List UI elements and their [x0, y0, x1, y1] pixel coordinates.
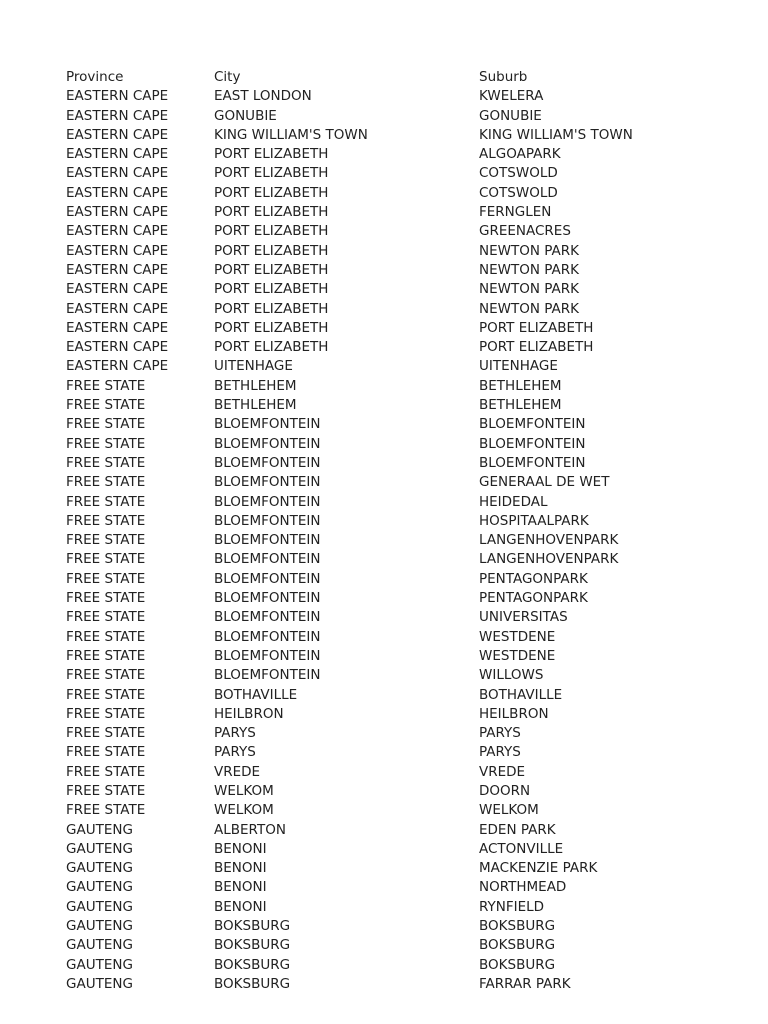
table-row — [66, 936, 756, 955]
cell-city: PORT ELIZABETH — [214, 204, 329, 221]
cell-province: FREE STATE — [66, 512, 146, 529]
cell-suburb: ALGOAPARK — [479, 146, 561, 163]
cell-province: EASTERN CAPE — [66, 358, 169, 375]
table-row — [66, 338, 756, 357]
cell-suburb: LANGENHOVENPARK — [479, 551, 619, 568]
cell-city: BETHLEHEM — [214, 377, 297, 394]
cell-suburb: RYNFIELD — [479, 898, 545, 915]
cell-suburb: VREDE — [479, 763, 526, 780]
cell-province: FREE STATE — [66, 397, 146, 414]
cell-province: EASTERN CAPE — [66, 242, 169, 259]
cell-city: PARYS — [214, 725, 256, 742]
cell-province: GAUTENG — [66, 879, 133, 896]
cell-suburb: PARYS — [479, 725, 521, 742]
cell-province: GAUTENG — [66, 821, 133, 838]
cell-province: EASTERN CAPE — [66, 107, 169, 124]
cell-city: PORT ELIZABETH — [214, 223, 329, 240]
cell-suburb: WILLOWS — [479, 667, 544, 684]
cell-province: FREE STATE — [66, 570, 146, 587]
cell-city: BOKSBURG — [214, 975, 291, 992]
table-row — [66, 126, 756, 145]
cell-province: EASTERN CAPE — [66, 88, 169, 105]
cell-province: FREE STATE — [66, 474, 146, 491]
cell-province: FREE STATE — [66, 590, 146, 607]
cell-suburb: BOTHAVILLE — [479, 686, 563, 703]
cell-suburb: ACTONVILLE — [479, 840, 564, 857]
cell-province: EASTERN CAPE — [66, 261, 169, 278]
cell-suburb: PORT ELIZABETH — [479, 339, 594, 356]
cell-province: FREE STATE — [66, 551, 146, 568]
cell-city: BLOEMFONTEIN — [214, 493, 321, 510]
cell-suburb: GONUBIE — [479, 107, 542, 124]
cell-province: FREE STATE — [66, 744, 146, 761]
cell-city: BOKSBURG — [214, 937, 291, 954]
table-row — [66, 898, 756, 917]
cell-city: BENONI — [214, 898, 267, 915]
table-row — [66, 589, 756, 608]
cell-suburb: FERNGLEN — [479, 204, 552, 221]
cell-city: BLOEMFONTEIN — [214, 551, 321, 568]
table-row — [66, 647, 756, 666]
cell-province: FREE STATE — [66, 532, 146, 549]
cell-province: EASTERN CAPE — [66, 300, 169, 317]
cell-city: BLOEMFONTEIN — [214, 512, 321, 529]
column-header-province: Province — [66, 69, 124, 85]
cell-city: BOKSBURG — [214, 918, 291, 935]
cell-suburb: UITENHAGE — [479, 358, 558, 375]
table-row — [66, 357, 756, 376]
cell-province: FREE STATE — [66, 609, 146, 626]
cell-province: FREE STATE — [66, 705, 146, 722]
cell-province: FREE STATE — [66, 782, 146, 799]
cell-province: GAUTENG — [66, 860, 133, 877]
table-row — [66, 319, 756, 338]
cell-city: BETHLEHEM — [214, 397, 297, 414]
table-row — [66, 300, 756, 319]
cell-city: EAST LONDON — [214, 88, 312, 105]
cell-city: BOTHAVILLE — [214, 686, 298, 703]
cell-suburb: WESTDENE — [479, 628, 556, 645]
cell-city: ALBERTON — [214, 821, 286, 838]
cell-suburb: BETHLEHEM — [479, 397, 562, 414]
cell-city: BLOEMFONTEIN — [214, 570, 321, 587]
cell-city: BLOEMFONTEIN — [214, 667, 321, 684]
table-row — [66, 87, 756, 106]
cell-suburb: BOKSBURG — [479, 956, 556, 973]
table-row — [66, 222, 756, 241]
table-row — [66, 261, 756, 280]
cell-city: PARYS — [214, 744, 256, 761]
cell-suburb: UNIVERSITAS — [479, 609, 568, 626]
table-row — [66, 917, 756, 936]
table-row — [66, 666, 756, 685]
table-row — [66, 107, 756, 126]
cell-province: GAUTENG — [66, 840, 133, 857]
cell-suburb: NEWTON PARK — [479, 300, 579, 317]
table-row — [66, 184, 756, 203]
cell-province: FREE STATE — [66, 802, 146, 819]
cell-suburb: COTSWOLD — [479, 184, 558, 201]
cell-province: EASTERN CAPE — [66, 281, 169, 298]
table-row — [66, 454, 756, 473]
column-header-suburb: Suburb — [479, 69, 528, 85]
cell-suburb: BLOEMFONTEIN — [479, 416, 586, 433]
cell-suburb: WELKOM — [479, 802, 539, 819]
cell-city: PORT ELIZABETH — [214, 319, 329, 336]
cell-city: BLOEMFONTEIN — [214, 590, 321, 607]
cell-suburb: PENTAGONPARK — [479, 570, 588, 587]
cell-city: UITENHAGE — [214, 358, 293, 375]
cell-city: BLOEMFONTEIN — [214, 532, 321, 549]
cell-province: EASTERN CAPE — [66, 339, 169, 356]
cell-suburb: PORT ELIZABETH — [479, 319, 594, 336]
cell-province: FREE STATE — [66, 647, 146, 664]
table-row — [66, 164, 756, 183]
table-row — [66, 531, 756, 550]
table-row — [66, 686, 756, 705]
table-body — [66, 87, 756, 994]
cell-suburb: NEWTON PARK — [479, 242, 579, 259]
cell-province: EASTERN CAPE — [66, 184, 169, 201]
cell-suburb: COTSWOLD — [479, 165, 558, 182]
table-row — [66, 821, 756, 840]
cell-suburb: HEIDEDAL — [479, 493, 548, 510]
cell-city: WELKOM — [214, 802, 274, 819]
location-table — [66, 68, 756, 994]
table-row — [66, 242, 756, 261]
table-row — [66, 801, 756, 820]
cell-city: PORT ELIZABETH — [214, 184, 329, 201]
table-row — [66, 840, 756, 859]
cell-suburb: DOORN — [479, 782, 531, 799]
cell-suburb: GREENACRES — [479, 223, 571, 240]
cell-province: EASTERN CAPE — [66, 319, 169, 336]
cell-suburb: BETHLEHEM — [479, 377, 562, 394]
cell-suburb: FARRAR PARK — [479, 975, 571, 992]
cell-suburb: PENTAGONPARK — [479, 590, 588, 607]
cell-city: WELKOM — [214, 782, 274, 799]
cell-city: BLOEMFONTEIN — [214, 435, 321, 452]
table-row — [66, 724, 756, 743]
cell-city: KING WILLIAM'S TOWN — [214, 126, 368, 143]
table-row — [66, 782, 756, 801]
cell-suburb: LANGENHOVENPARK — [479, 532, 619, 549]
cell-city: BLOEMFONTEIN — [214, 609, 321, 626]
table-row — [66, 203, 756, 222]
table-row — [66, 435, 756, 454]
cell-suburb: HEILBRON — [479, 705, 549, 722]
cell-province: FREE STATE — [66, 686, 146, 703]
table-row — [66, 512, 756, 531]
cell-province: EASTERN CAPE — [66, 204, 169, 221]
cell-city: VREDE — [214, 763, 261, 780]
cell-suburb: BLOEMFONTEIN — [479, 435, 586, 452]
cell-city: PORT ELIZABETH — [214, 146, 329, 163]
table-row — [66, 473, 756, 492]
cell-city: BENONI — [214, 840, 267, 857]
cell-province: FREE STATE — [66, 435, 146, 452]
cell-suburb: BOKSBURG — [479, 918, 556, 935]
cell-city: BOKSBURG — [214, 956, 291, 973]
cell-province: FREE STATE — [66, 493, 146, 510]
cell-city: PORT ELIZABETH — [214, 165, 329, 182]
cell-city: PORT ELIZABETH — [214, 339, 329, 356]
table-row — [66, 705, 756, 724]
table-row — [66, 859, 756, 878]
table-row — [66, 145, 756, 164]
cell-city: BLOEMFONTEIN — [214, 647, 321, 664]
table-row — [66, 628, 756, 647]
cell-province: EASTERN CAPE — [66, 126, 169, 143]
table-row — [66, 550, 756, 569]
cell-suburb: KING WILLIAM'S TOWN — [479, 126, 633, 143]
cell-city: PORT ELIZABETH — [214, 281, 329, 298]
table-row — [66, 743, 756, 762]
cell-suburb: BLOEMFONTEIN — [479, 454, 586, 471]
cell-province: FREE STATE — [66, 416, 146, 433]
table-row — [66, 396, 756, 415]
cell-province: GAUTENG — [66, 937, 133, 954]
cell-suburb: PARYS — [479, 744, 521, 761]
cell-suburb: GENERAAL DE WET — [479, 474, 610, 491]
cell-province: EASTERN CAPE — [66, 223, 169, 240]
table-header-row — [66, 68, 756, 87]
cell-city: PORT ELIZABETH — [214, 261, 329, 278]
cell-suburb: NORTHMEAD — [479, 879, 567, 896]
cell-suburb: KWELERA — [479, 88, 544, 105]
cell-suburb: NEWTON PARK — [479, 261, 579, 278]
cell-city: BLOEMFONTEIN — [214, 416, 321, 433]
cell-city: BLOEMFONTEIN — [214, 628, 321, 645]
cell-city: BLOEMFONTEIN — [214, 454, 321, 471]
cell-province: GAUTENG — [66, 898, 133, 915]
cell-city: BENONI — [214, 860, 267, 877]
cell-province: EASTERN CAPE — [66, 146, 169, 163]
column-header-city: City — [214, 69, 241, 85]
cell-city: BLOEMFONTEIN — [214, 474, 321, 491]
table-row — [66, 956, 756, 975]
table-row — [66, 878, 756, 897]
cell-province: EASTERN CAPE — [66, 165, 169, 182]
cell-city: PORT ELIZABETH — [214, 300, 329, 317]
cell-province: GAUTENG — [66, 918, 133, 935]
cell-province: GAUTENG — [66, 956, 133, 973]
table-row — [66, 280, 756, 299]
cell-suburb: HOSPITAALPARK — [479, 512, 589, 529]
cell-city: PORT ELIZABETH — [214, 242, 329, 259]
table-row — [66, 608, 756, 627]
table-row — [66, 415, 756, 434]
cell-city: BENONI — [214, 879, 267, 896]
table-row — [66, 763, 756, 782]
cell-suburb: MACKENZIE PARK — [479, 860, 598, 877]
cell-province: FREE STATE — [66, 377, 146, 394]
table-row — [66, 570, 756, 589]
cell-suburb: EDEN PARK — [479, 821, 556, 838]
cell-province: FREE STATE — [66, 763, 146, 780]
cell-suburb: WESTDENE — [479, 647, 556, 664]
cell-province: FREE STATE — [66, 725, 146, 742]
cell-province: FREE STATE — [66, 454, 146, 471]
cell-province: FREE STATE — [66, 667, 146, 684]
cell-province: FREE STATE — [66, 628, 146, 645]
cell-suburb: BOKSBURG — [479, 937, 556, 954]
table-row — [66, 377, 756, 396]
cell-province: GAUTENG — [66, 975, 133, 992]
cell-city: HEILBRON — [214, 705, 284, 722]
table-row — [66, 493, 756, 512]
table-row — [66, 975, 756, 994]
cell-suburb: NEWTON PARK — [479, 281, 579, 298]
cell-city: GONUBIE — [214, 107, 277, 124]
